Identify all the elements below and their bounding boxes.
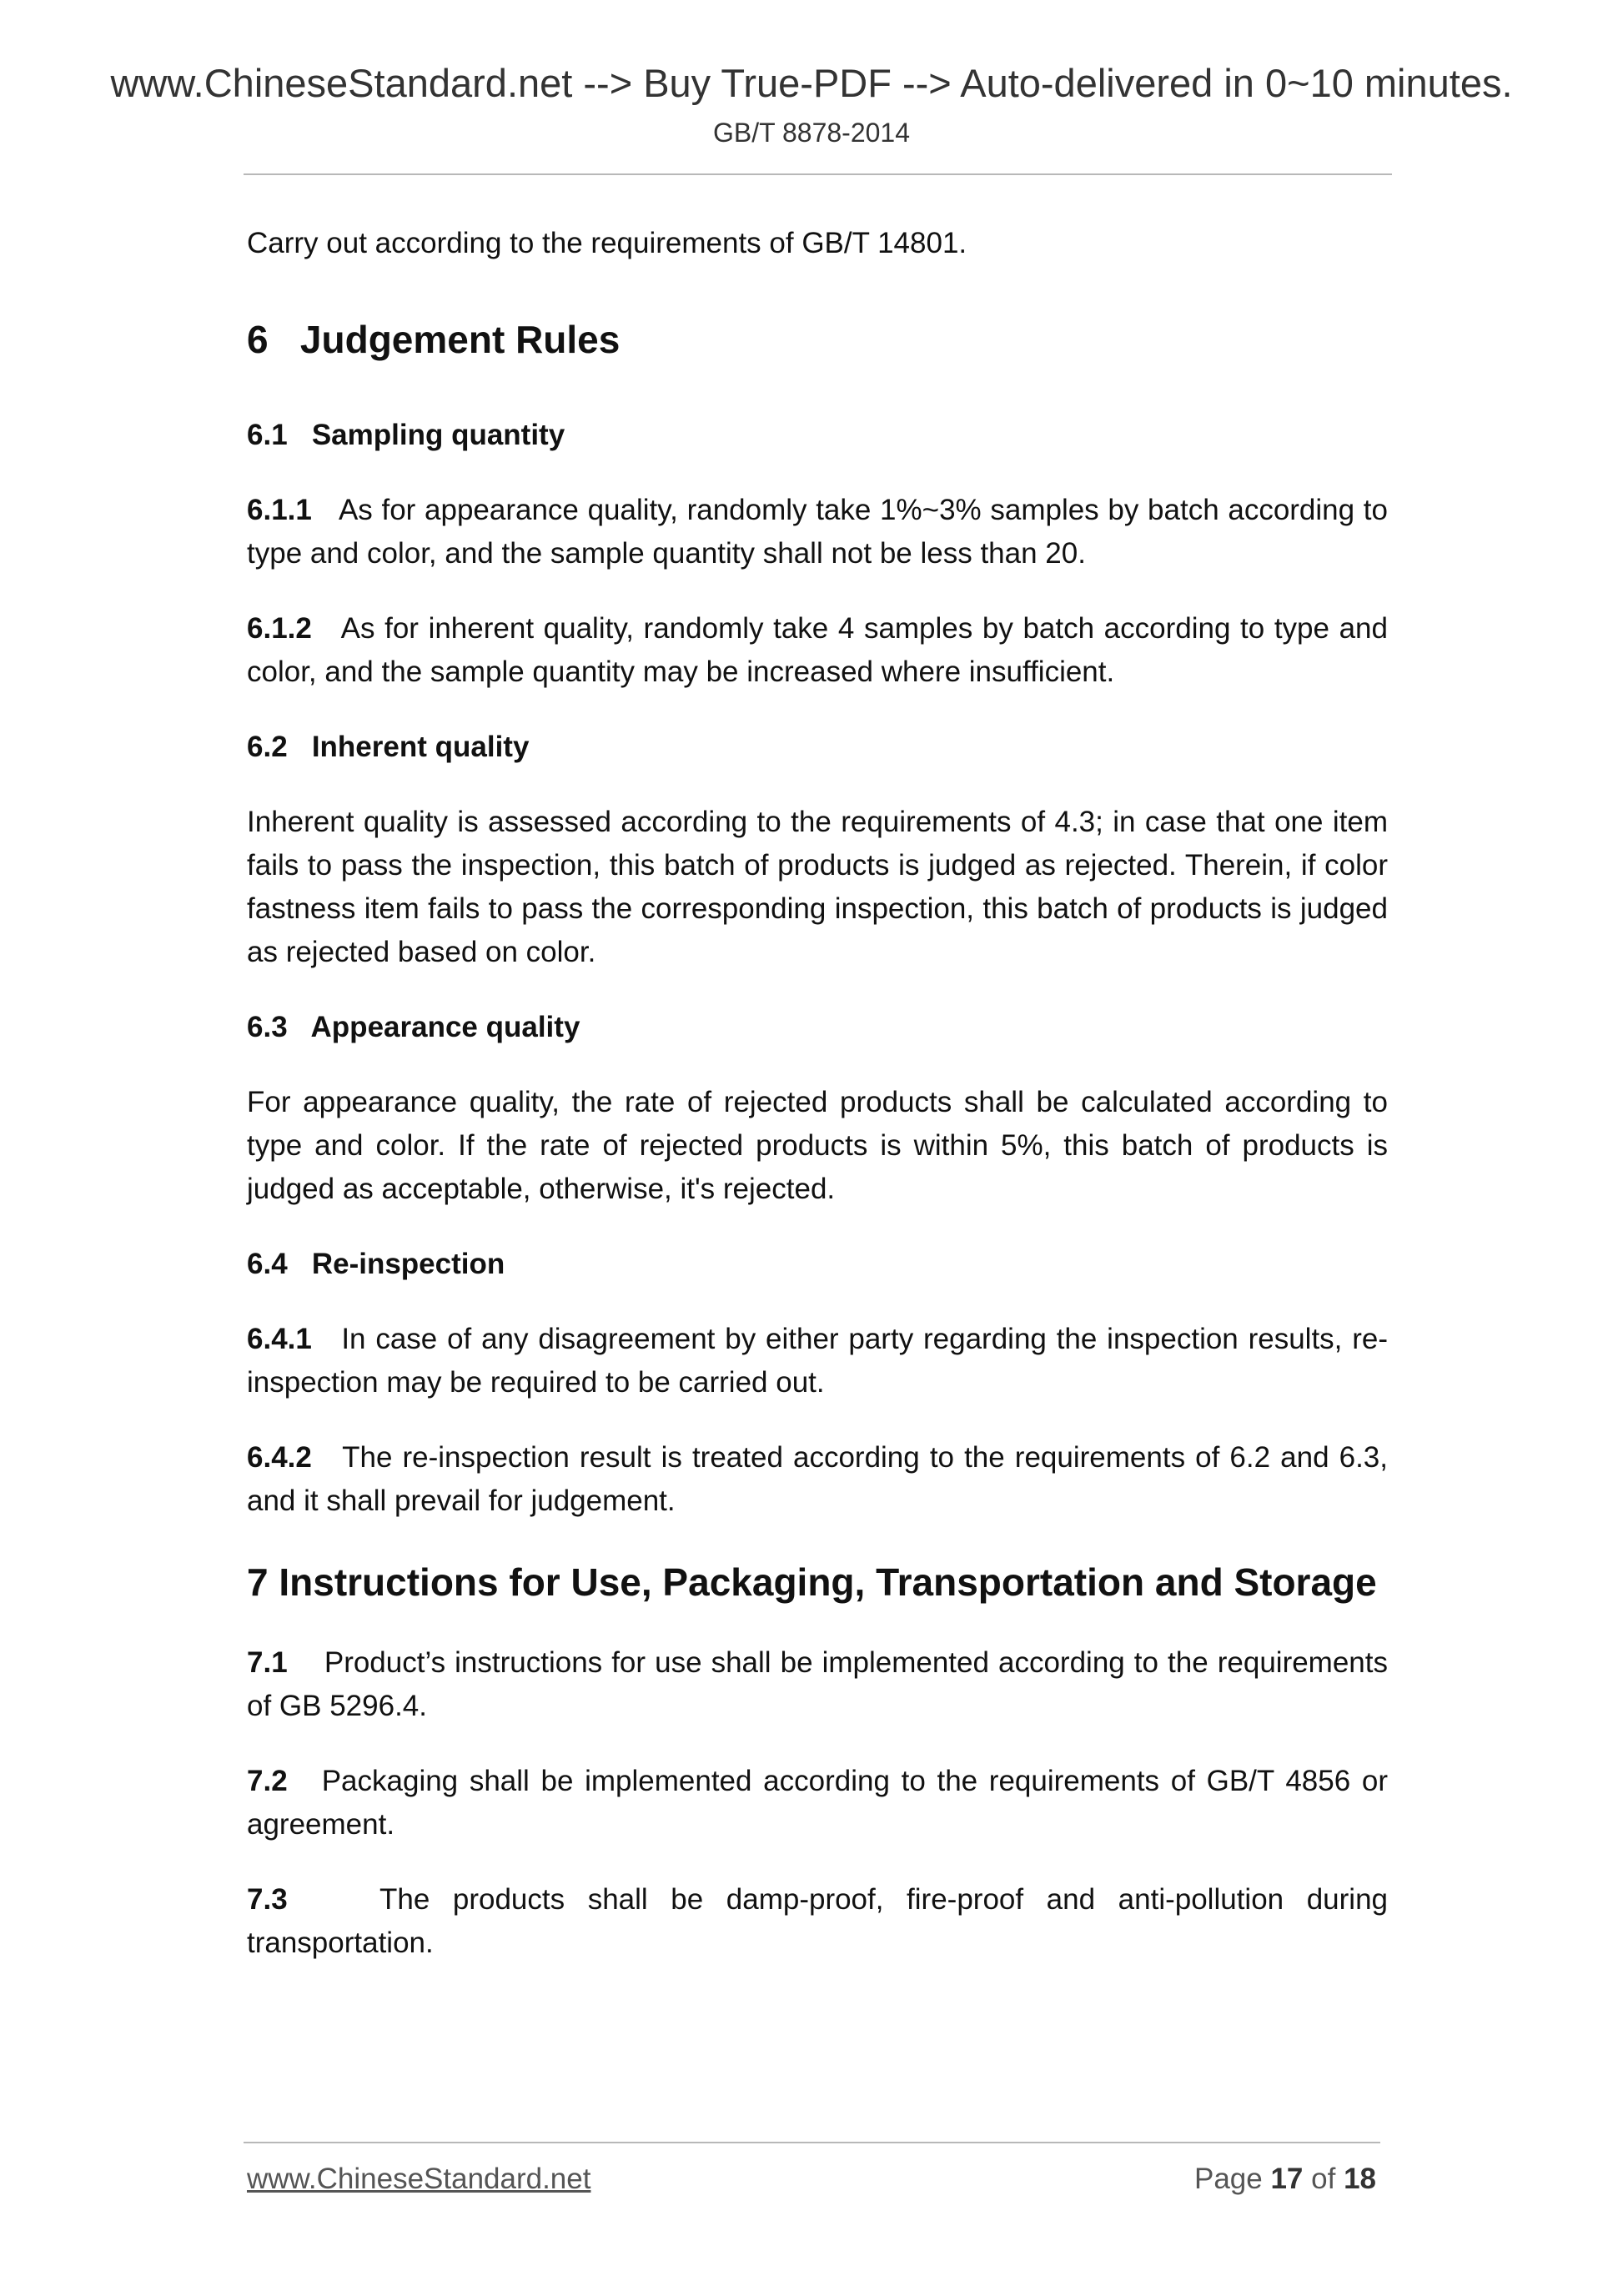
clause-number: 7.1 bbox=[247, 1646, 288, 1679]
clause-text: Product’s instructions for use shall be implemented according to the requirements of GB 5296.4. bbox=[247, 1646, 1388, 1722]
page-indicator bbox=[1194, 2163, 1376, 2196]
intro-paragraph: Carry out according to the requirements of GB/T 14801. bbox=[247, 227, 967, 259]
header-banner: www.ChineseStandard.net --> Buy True-PDF --> Auto-delivered in 0~10 minutes. bbox=[110, 61, 1513, 105]
page-of: of bbox=[1311, 2163, 1336, 2195]
clause-7-2 bbox=[247, 1760, 1388, 1846]
page-prefix: Page bbox=[1193, 2163, 1263, 2195]
footer-divider bbox=[244, 2142, 1380, 2143]
clause-7-1 bbox=[247, 1641, 1388, 1728]
section-6-1-heading: 6.1 Sampling quantity bbox=[247, 419, 565, 451]
clause-text: As for inherent quality, randomly take 4 samples by batch according to type and color, and the sample quantity may be increased where insufficient. bbox=[247, 612, 1388, 688]
clause-number: 6.1.1 bbox=[247, 494, 312, 526]
clause-number: 6.1.2 bbox=[247, 612, 312, 645]
clause-number: 7.2 bbox=[247, 1765, 288, 1797]
footer-site-link[interactable]: www.ChineseStandard.net bbox=[247, 2163, 591, 2195]
section-7-heading: 7 Instructions for Use, Packaging, Transportation and Storage bbox=[247, 1560, 1377, 1604]
section-6-2-heading: 6.2 Inherent quality bbox=[247, 731, 530, 763]
clause-text: The products shall be damp-proof, fire-proof and anti-pollution during transportation. bbox=[247, 1883, 1388, 1959]
clause-text: The re-inspection result is treated according to the requirements of 6.2 and 6.3, and it shall prevail for judgement. bbox=[247, 1441, 1388, 1517]
page-total: 18 bbox=[1344, 2163, 1376, 2195]
page-current: 17 bbox=[1270, 2163, 1304, 2195]
clause-7-3 bbox=[247, 1878, 1388, 1965]
standard-code: GB/T 8878-2014 bbox=[712, 118, 910, 148]
clause-6-1-1 bbox=[247, 489, 1388, 575]
section-6-3-heading: 6.3 Appearance quality bbox=[247, 1011, 580, 1043]
document-body bbox=[247, 222, 1388, 1965]
section-6-4-heading: 6.4 Re-inspection bbox=[247, 1248, 505, 1280]
clause-text: As for appearance quality, randomly take 1%~3% samples by batch according to type and color, and the sample quantity shall not be less than 20. bbox=[247, 494, 1388, 570]
clause-6-4-1 bbox=[247, 1318, 1388, 1404]
clause-number: 6.4.2 bbox=[247, 1441, 312, 1474]
clause-number: 7.3 bbox=[247, 1883, 288, 1916]
section-6-heading: 6 Judgement Rules bbox=[247, 318, 621, 361]
section-6-3-paragraph: For appearance quality, the rate of rejected products shall be calculated according to type and color. If the rate of rejected products is within 5%, this batch of products is judged as acceptable, otherwise, it's rejected. bbox=[247, 1086, 1388, 1205]
clause-6-4-2 bbox=[247, 1436, 1388, 1523]
section-6-2-paragraph: Inherent quality is assessed according to the requirements of 4.3; in case that one item fails to pass the inspection, this batch of products is judged as rejected. Therein, if color fastness item fails to pass the corresponding inspection, this batch of products is judged as rejected based on color. bbox=[247, 806, 1388, 968]
clause-6-1-2 bbox=[247, 607, 1388, 694]
clause-text: Packaging shall be implemented according to the requirements of GB/T 4856 or agreement. bbox=[247, 1765, 1388, 1841]
header-divider bbox=[244, 173, 1392, 175]
clause-text: In case of any disagreement by either party regarding the inspection results, re-inspection may be required to be carried out. bbox=[247, 1323, 1388, 1399]
clause-number: 6.4.1 bbox=[247, 1323, 312, 1355]
